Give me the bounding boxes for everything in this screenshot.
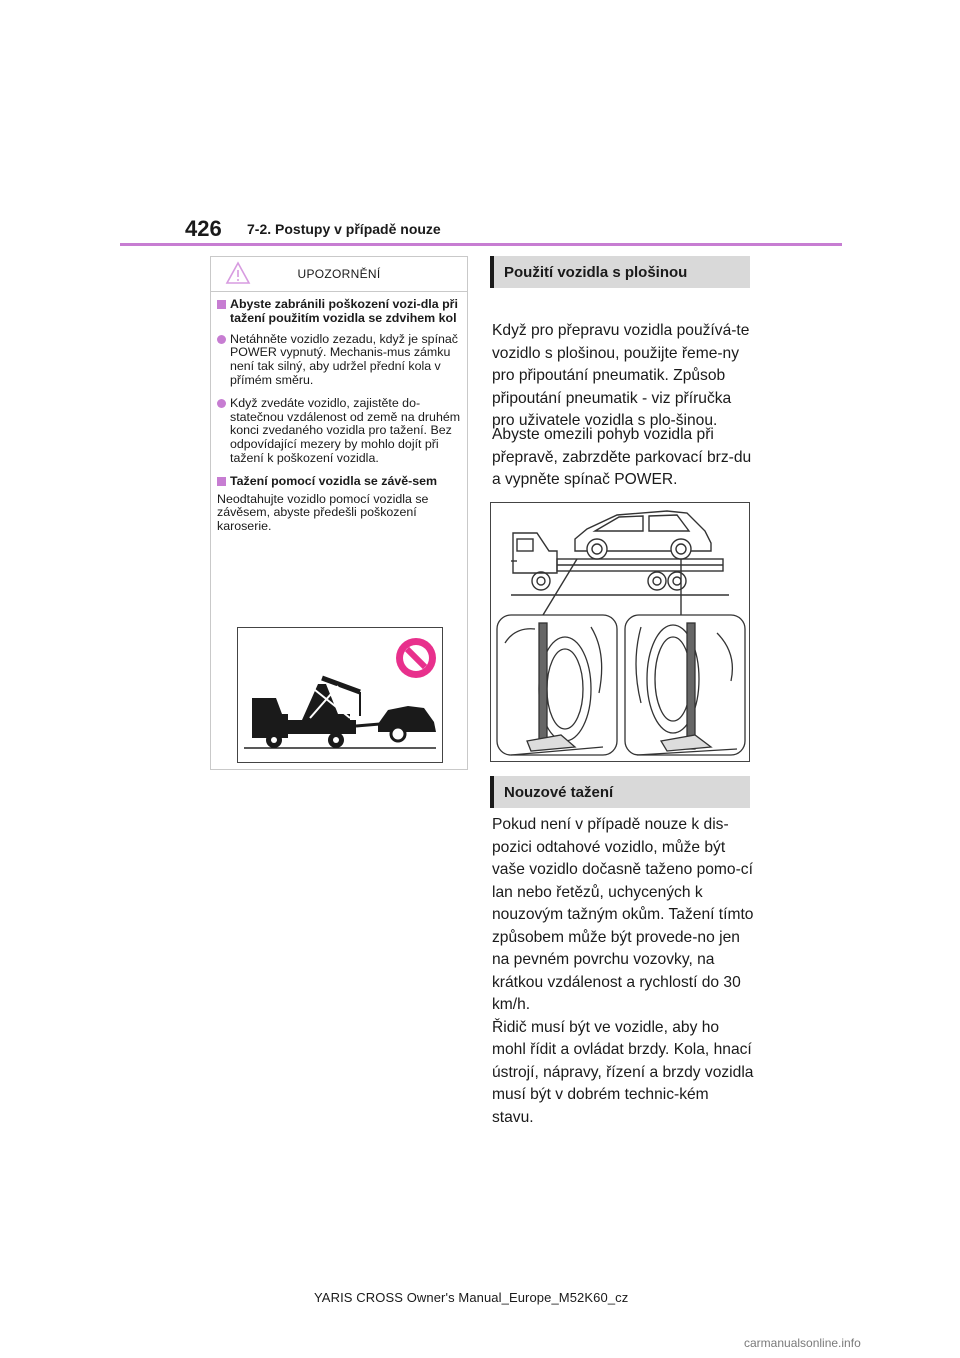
warning-bullet-text: Netáhněte vozidlo zezadu, když je spínač POWER vypnutý. Mechanis-mus zámku není tak silný, aby udržel přední kola v přímém směru. <box>230 331 458 387</box>
header-rule <box>120 243 842 246</box>
square-bullet-icon <box>217 300 226 309</box>
emergency-paragraph: Pokud není v případě nouze k dis-pozici odtahové vozidlo, může být vaše vozidlo dočasně taženo pomo-cí lan nebo řetězů, uchycených k nouzovým tažným okům. Tažení tímto způsobem může být provede-no jen na pevném povrchu vozovky, na krátkou vzdálenost a rychlostí do 30 km/h. Řidič musí být ve vozidle, aby ho mohl řídit a ovládat brzdy. Kola, hnací ústrojí, nápravy, řízení a brzdy vozidla musí být v dobrém technic-kém stavu. <box>492 816 754 1126</box>
platform-heading: Použití vozidla s plošinou <box>490 256 750 288</box>
suv-icon <box>575 511 711 559</box>
warning-subheading-sling-text: Tažení pomocí vozidla se závě-sem <box>230 473 438 488</box>
warning-box <box>210 256 468 770</box>
page-number: 426 <box>185 216 222 241</box>
circle-bullet-icon <box>217 335 226 344</box>
section-title: 7-2. Postupy v případě nouze <box>247 221 441 237</box>
tire-strap-detail-icon <box>497 615 617 755</box>
warning-subheading-sling <box>217 475 461 489</box>
watermark: carmanualsonline.info <box>744 1336 861 1350</box>
warning-header <box>211 257 467 292</box>
warning-bullet <box>217 333 461 388</box>
platform-paragraph: Když pro přepravu vozidla používá-te vozidlo s plošinou, použijte řeme-ny pro připoutání pneumatik. Způsob připoutání pneumatik - viz příručka pro uživatele vozidla s plo-šinou. <box>492 322 750 429</box>
footer-manual-id: YARIS CROSS Owner's Manual_Europe_M52K60_cz <box>314 1290 629 1305</box>
towed-car-icon <box>378 706 436 741</box>
platform-paragraph: Abyste omezili pohyb vozidla při přepravě, zabrzděte parkovací brz-du a vypněte spínač POWER. <box>492 426 752 488</box>
square-bullet-icon <box>217 477 226 486</box>
emergency-heading: Nouzové tažení <box>490 776 750 808</box>
tow-truck-icon <box>252 678 380 748</box>
warning-subheading-lift <box>217 298 461 326</box>
tire-strap-detail-icon <box>625 615 745 755</box>
warning-bullet-text: Když zvedáte vozidlo, zajistěte do-statečnou vzdálenost od země na druhém konci zvedaného vozidla pro tažení. Bez odpovídající mezery by mohlo dojít při tažení k poškození vozidla. <box>230 395 461 465</box>
sling-tow-illustration <box>237 627 443 763</box>
warning-subheading-lift-text: Abyste zabránili poškození vozi-dla při tažení použitím vozidla se zdvihem kol <box>230 297 458 325</box>
warning-sling-text: Neodtahujte vozidlo pomocí vozidla se závěsem, abyste předešli poškození karoserie. <box>217 491 429 534</box>
warning-title: UPOZORNĚNÍ <box>297 267 381 281</box>
platform-truck-illustration <box>490 502 750 762</box>
prohibition-icon <box>396 638 436 678</box>
flatbed-truck-icon <box>511 533 729 595</box>
warning-content <box>211 292 467 534</box>
circle-bullet-icon <box>217 399 226 408</box>
warning-bullet <box>217 397 461 466</box>
warning-triangle-icon <box>225 261 251 285</box>
